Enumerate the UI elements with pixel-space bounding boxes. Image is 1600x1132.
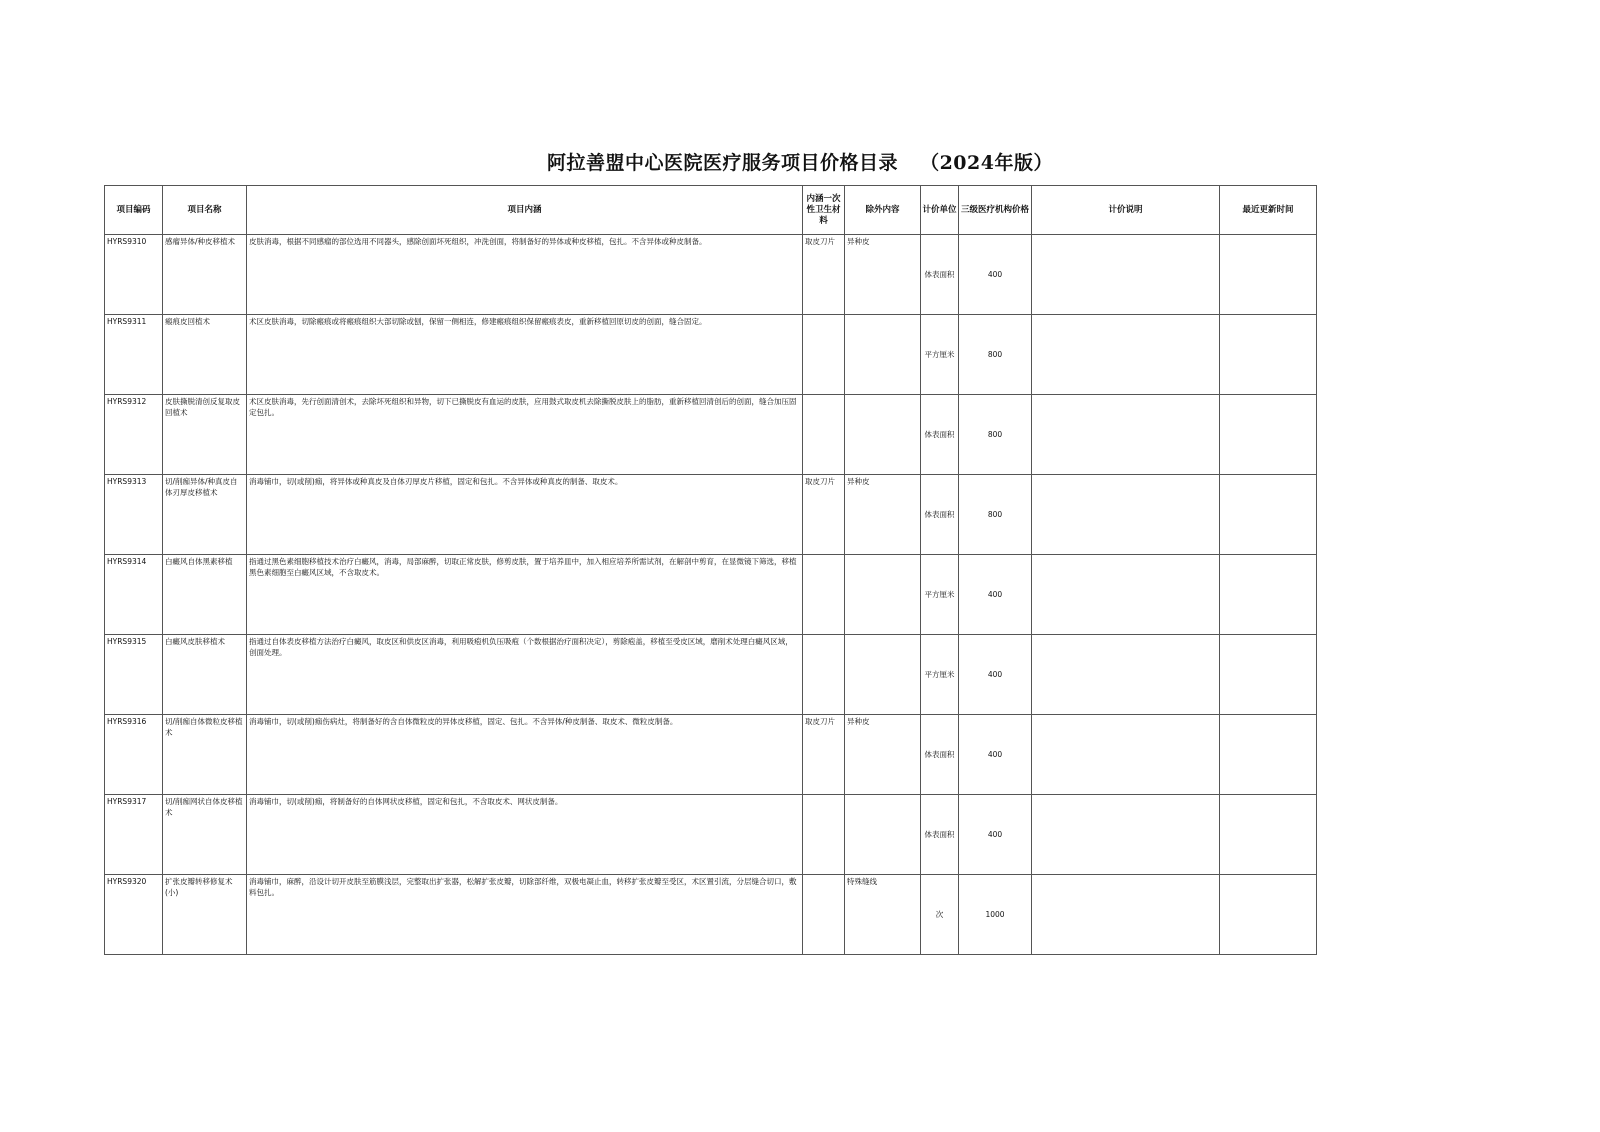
header-unit: 计价单位 <box>921 186 959 235</box>
table-row <box>105 875 1317 955</box>
cell-content: 术区皮肤消毒，先行创面清创术，去除坏死组织和异物，切下已撕脱皮有血运的皮肤，应用鼓式取皮机去除撕脱皮肤上的脂肪，重新移植回清创后的创面，缝合加压固定包扎。 <box>247 395 803 475</box>
cell-name: 瘢痕皮回植术 <box>163 315 247 395</box>
cell-name: 扩张皮瓣转移修复术(小) <box>163 875 247 955</box>
cell-excluded: 异种皮 <box>845 715 921 795</box>
cell-note <box>1032 235 1220 315</box>
cell-updated <box>1220 635 1317 715</box>
cell-content: 皮肤消毒，根据不同感瘤的部位选用不同器头，感除创面坏死组织，冲洗创面，将制备好的异体或种皮移植，包扎。不含异体或种皮制备。 <box>247 235 803 315</box>
header-updated: 最近更新时间 <box>1220 186 1317 235</box>
cell-name: 白癜风皮肤移植术 <box>163 635 247 715</box>
cell-name: 白癜风自体黑素移植 <box>163 555 247 635</box>
cell-unit: 平方厘米 <box>921 315 959 395</box>
cell-price: 400 <box>959 715 1032 795</box>
cell-unit: 体表面积 <box>921 395 959 475</box>
cell-price: 400 <box>959 235 1032 315</box>
table-row <box>105 475 1317 555</box>
cell-updated <box>1220 555 1317 635</box>
cell-excluded <box>845 395 921 475</box>
header-name: 项目名称 <box>163 186 247 235</box>
title-year: （2024年版） <box>920 152 1053 174</box>
cell-content: 术区皮肤消毒，切除瘢痕或将瘢痕组织大部切除或刨，保留一侧相连，修建瘢痕组织保留瘢痕表皮，重新移植回原切皮的创面，缝合固定。 <box>247 315 803 395</box>
cell-updated <box>1220 715 1317 795</box>
cell-note <box>1032 875 1220 955</box>
cell-material: 取皮刀片 <box>803 715 845 795</box>
table-row <box>105 715 1317 795</box>
header-material: 内涵一次性卫生材料 <box>803 186 845 235</box>
cell-excluded <box>845 315 921 395</box>
cell-material: 取皮刀片 <box>803 235 845 315</box>
cell-excluded <box>845 555 921 635</box>
cell-name: 感瘤异体/种皮移植术 <box>163 235 247 315</box>
table-row <box>105 235 1317 315</box>
cell-code: HYRS9313 <box>105 475 163 555</box>
cell-unit: 体表面积 <box>921 715 959 795</box>
cell-code: HYRS9314 <box>105 555 163 635</box>
header-note: 计价说明 <box>1032 186 1220 235</box>
cell-price: 800 <box>959 395 1032 475</box>
cell-note <box>1032 555 1220 635</box>
cell-excluded: 特殊缝线 <box>845 875 921 955</box>
cell-excluded: 异种皮 <box>845 475 921 555</box>
cell-material <box>803 875 845 955</box>
table-row <box>105 795 1317 875</box>
cell-name: 切/削痂网状自体皮移植术 <box>163 795 247 875</box>
cell-content: 消毒铺巾，切(或削)痂，将制备好的自体网状皮移植，固定和包扎，不含取皮术、网状皮制备。 <box>247 795 803 875</box>
cell-price: 400 <box>959 555 1032 635</box>
cell-material <box>803 555 845 635</box>
table-row <box>105 555 1317 635</box>
cell-material <box>803 795 845 875</box>
cell-code: HYRS9315 <box>105 635 163 715</box>
cell-unit: 体表面积 <box>921 795 959 875</box>
cell-excluded <box>845 795 921 875</box>
cell-note <box>1032 715 1220 795</box>
cell-updated <box>1220 315 1317 395</box>
cell-note <box>1032 475 1220 555</box>
document-title <box>0 148 1600 175</box>
cell-excluded <box>845 635 921 715</box>
cell-name: 切/削痂异体/种真皮自体刃厚皮移植术 <box>163 475 247 555</box>
cell-unit: 次 <box>921 875 959 955</box>
table-header-row <box>105 186 1317 235</box>
cell-code: HYRS9316 <box>105 715 163 795</box>
cell-material <box>803 635 845 715</box>
cell-price: 400 <box>959 795 1032 875</box>
cell-updated <box>1220 235 1317 315</box>
cell-content: 指通过自体表皮移植方法治疗白癜风，取皮区和供皮区消毒，利用吸疱机负压吸疱（个数根据治疗面积决定），剪除疱盖，移植至受皮区域，磨削术处理白癜风区域，创面处理。 <box>247 635 803 715</box>
cell-updated <box>1220 875 1317 955</box>
cell-excluded: 异种皮 <box>845 235 921 315</box>
cell-updated <box>1220 395 1317 475</box>
cell-content: 消毒铺巾，麻醉，沿设计切开皮肤至筋膜浅层，完整取出扩张器，松解扩张皮瓣，切除部纤维，双极电凝止血，转移扩张皮瓣至受区，术区置引流，分层缝合切口，敷料包扎。 <box>247 875 803 955</box>
cell-content: 消毒铺巾，切(或削)痂，将异体或种真皮及自体刃厚皮片移植，固定和包扎。不含异体或种真皮的制备、取皮术。 <box>247 475 803 555</box>
cell-material: 取皮刀片 <box>803 475 845 555</box>
cell-code: HYRS9317 <box>105 795 163 875</box>
cell-code: HYRS9320 <box>105 875 163 955</box>
cell-content: 消毒铺巾，切(或削)痂伤病灶，将制备好的含自体微粒皮的异体皮移植，固定、包扎。不含异体/种皮制备、取皮术、微粒皮制备。 <box>247 715 803 795</box>
cell-price: 800 <box>959 315 1032 395</box>
cell-note <box>1032 635 1220 715</box>
cell-unit: 体表面积 <box>921 235 959 315</box>
cell-price: 400 <box>959 635 1032 715</box>
cell-code: HYRS9311 <box>105 315 163 395</box>
header-content: 项目内涵 <box>247 186 803 235</box>
cell-name: 切/削痂自体微粒皮移植术 <box>163 715 247 795</box>
cell-material <box>803 315 845 395</box>
cell-name: 皮肤撕脱清创反复取皮回植术 <box>163 395 247 475</box>
cell-note <box>1032 315 1220 395</box>
cell-code: HYRS9310 <box>105 235 163 315</box>
table-row <box>105 395 1317 475</box>
header-excluded: 除外内容 <box>845 186 921 235</box>
cell-unit: 平方厘米 <box>921 555 959 635</box>
cell-note <box>1032 795 1220 875</box>
cell-updated <box>1220 475 1317 555</box>
cell-code: HYRS9312 <box>105 395 163 475</box>
title-main: 阿拉善盟中心医院医疗服务项目价格目录 <box>547 152 899 174</box>
cell-material <box>803 395 845 475</box>
cell-updated <box>1220 795 1317 875</box>
cell-unit: 平方厘米 <box>921 635 959 715</box>
cell-price: 800 <box>959 475 1032 555</box>
price-table <box>104 185 1317 955</box>
table-row <box>105 315 1317 395</box>
cell-price: 1000 <box>959 875 1032 955</box>
cell-note <box>1032 395 1220 475</box>
cell-content: 指通过黑色素细胞移植技术治疗白癜风，消毒，局部麻醉，切取正常皮肤，修剪皮肤，置于培养皿中，加入相应培养所需试剂，在解剖中剪育，在显微镜下筛选，移植黑色素细胞至白癜风区域，不含取皮术。 <box>247 555 803 635</box>
header-price: 三级医疗机构价格 <box>959 186 1032 235</box>
table-row <box>105 635 1317 715</box>
cell-unit: 体表面积 <box>921 475 959 555</box>
header-code: 项目编码 <box>105 186 163 235</box>
